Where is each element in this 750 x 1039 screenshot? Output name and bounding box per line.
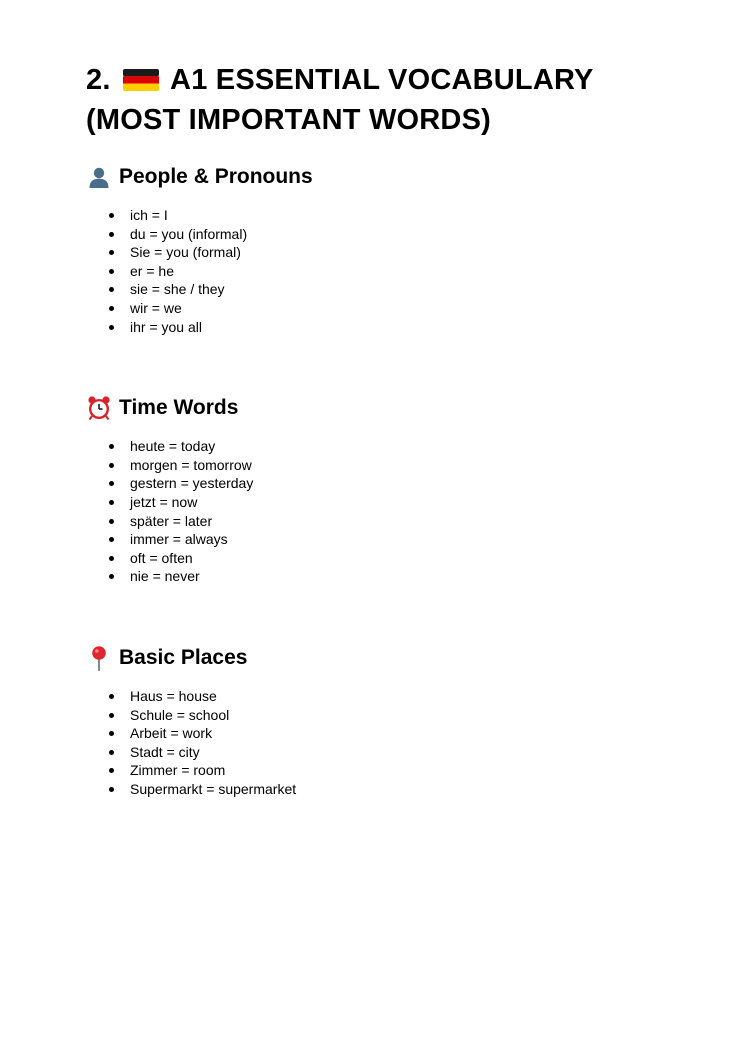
list-item: oft = often bbox=[86, 549, 686, 568]
page-title bbox=[86, 60, 686, 140]
list-item: Supermarkt = supermarket bbox=[86, 780, 686, 799]
person-icon bbox=[86, 164, 112, 190]
list-item: wir = we bbox=[86, 299, 686, 318]
list-item: ihr = you all bbox=[86, 318, 686, 337]
list-item: später = later bbox=[86, 512, 686, 531]
section-basic-places bbox=[86, 643, 686, 799]
document-page bbox=[86, 60, 686, 798]
vocab-list bbox=[86, 687, 686, 799]
list-item: Stadt = city bbox=[86, 743, 686, 762]
title-line-2: (MOST IMPORTANT WORDS) bbox=[86, 104, 491, 136]
title-line-1 bbox=[86, 60, 686, 100]
vocab-list bbox=[86, 437, 686, 586]
list-item: er = he bbox=[86, 262, 686, 281]
list-item: Sie = you (formal) bbox=[86, 243, 686, 262]
list-item: jetzt = now bbox=[86, 493, 686, 512]
list-item: sie = she / they bbox=[86, 280, 686, 299]
list-item: Zimmer = room bbox=[86, 761, 686, 780]
list-item: Arbeit = work bbox=[86, 724, 686, 743]
list-item: heute = today bbox=[86, 437, 686, 456]
pin-icon bbox=[86, 645, 112, 671]
section-people-pronouns bbox=[86, 162, 686, 336]
list-item: gestern = yesterday bbox=[86, 474, 686, 493]
section-heading: Time Words bbox=[86, 393, 686, 423]
list-item: Haus = house bbox=[86, 687, 686, 706]
list-item: immer = always bbox=[86, 530, 686, 549]
list-item: du = you (informal) bbox=[86, 225, 686, 244]
title-number: 2. bbox=[86, 64, 111, 96]
vocab-list bbox=[86, 206, 686, 336]
list-item: Schule = school bbox=[86, 706, 686, 725]
list-item: morgen = tomorrow bbox=[86, 456, 686, 475]
title-text: A1 ESSENTIAL VOCABULARY bbox=[170, 64, 594, 96]
section-time-words bbox=[86, 393, 686, 586]
alarm-clock-icon bbox=[86, 395, 112, 421]
section-heading: Basic Places bbox=[86, 643, 686, 673]
list-item: ich = I bbox=[86, 206, 686, 225]
section-heading: People & Pronouns bbox=[86, 162, 686, 192]
germany-flag-icon bbox=[123, 69, 159, 91]
list-item: nie = never bbox=[86, 567, 686, 586]
